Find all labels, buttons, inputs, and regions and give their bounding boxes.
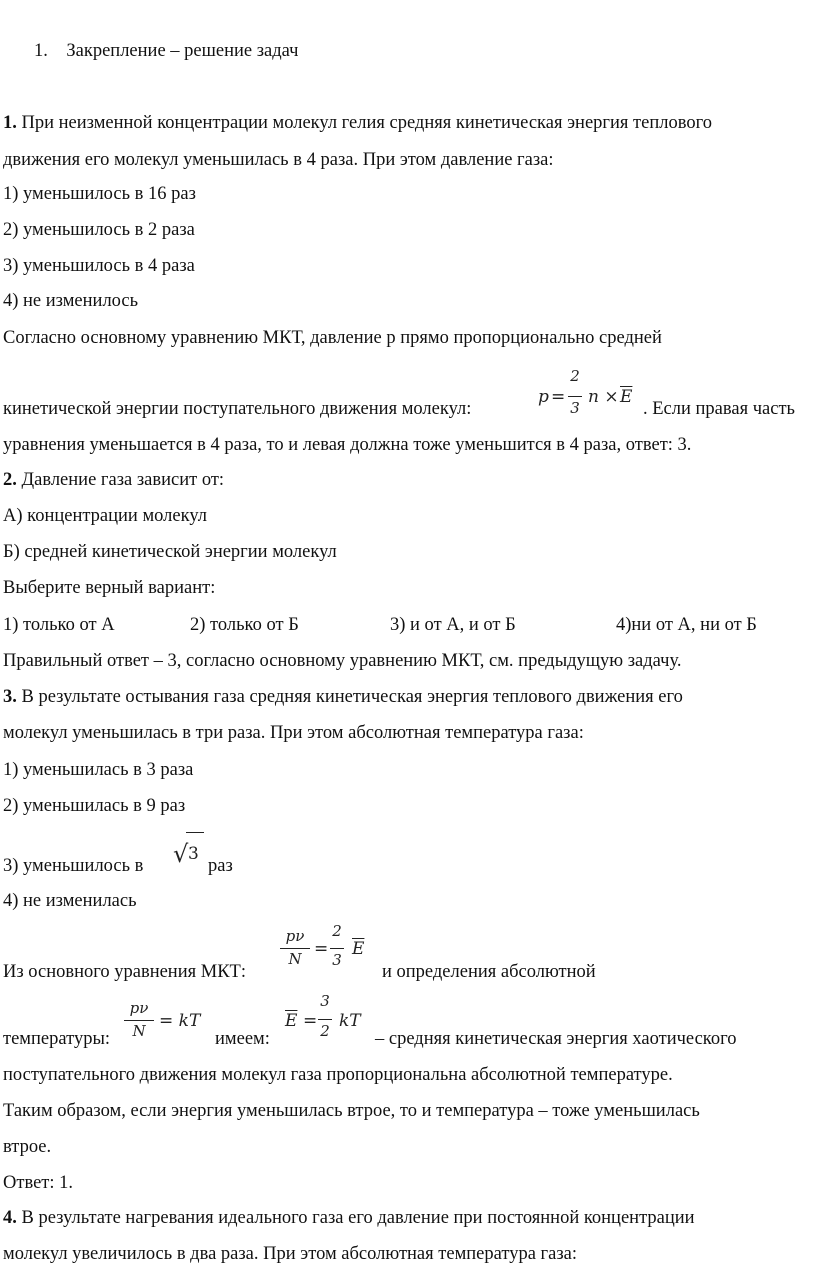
- task3-solution-line1a: Из основного уравнения МКТ:: [3, 962, 246, 982]
- task3-solution-line5: втрое.: [3, 1137, 52, 1157]
- task3-number: 3.: [3, 687, 17, 707]
- task2-item-b: Б) средней кинетической энергии молекул: [3, 542, 337, 562]
- task1-option-1: 1) уменьшилось в 16 раз: [3, 184, 196, 204]
- task3-question-line2: молекул уменьшилась в три раза. При этом абсолютная температура газа:: [3, 723, 584, 743]
- sqrt-bar: [186, 832, 204, 833]
- task1-option-4: 4) не изменилось: [3, 291, 139, 311]
- task3-solution-line1b: и определения абсолютной: [382, 962, 596, 982]
- task3-solution-line3: поступательного движения молекул газа пропорциональна абсолютной температуре.: [3, 1065, 673, 1085]
- task2-option-2: 2) только от Б: [190, 615, 299, 635]
- task3-solution-line2c: – средняя кинетическая энергия хаотического: [375, 1029, 737, 1049]
- task3-answer: Ответ: 1.: [3, 1173, 74, 1193]
- task3-option-1: 1) уменьшилась в 3 раза: [3, 760, 194, 780]
- task2-option-3: 3) и от А, и от Б: [390, 615, 516, 635]
- task2-answer: Правильный ответ – 3, согласно основному уравнению МКТ, см. предыдущую задачу.: [3, 651, 682, 671]
- task4-number: 4.: [3, 1208, 17, 1228]
- fraction-bar: [568, 396, 582, 397]
- task2-item-a: А) концентрации молекул: [3, 506, 208, 526]
- task3-question-line1: 3. В результате остывания газа средняя кинетическая энергия теплового движения его: [3, 687, 683, 707]
- task2-number: 2.: [3, 470, 17, 490]
- fraction-bar: [318, 1019, 332, 1020]
- task4-question-line1: 4. В результате нагревания идеального газа его давление при постоянной концентрации: [3, 1208, 695, 1228]
- task4-question-line2: молекул увеличилось в два раза. При этом абсолютная температура газа:: [3, 1244, 578, 1264]
- task3-option-3: 3) уменьшилось в: [3, 856, 144, 876]
- task1-question-line1: 1. При неизменной концентрации молекул гелия средняя кинетическая энергия теплового: [3, 113, 712, 133]
- task1-solution-line1: Согласно основному уравнению МКТ, давление p прямо пропорционально средней: [3, 328, 662, 348]
- heading-number: 1.: [34, 41, 48, 61]
- task1-number: 1.: [3, 113, 17, 133]
- fraction-bar: [124, 1020, 154, 1021]
- task3-option-3-end: раз: [208, 856, 233, 876]
- heading: [34, 40, 298, 62]
- task1-option-2: 2) уменьшилось в 2 раза: [3, 220, 195, 240]
- task1-option-3: 3) уменьшилось в 4 раза: [3, 256, 195, 276]
- task2-option-1: 1) только от А: [3, 615, 115, 635]
- task3-option-2: 2) уменьшилась в 9 раз: [3, 796, 186, 816]
- task1-solution-line2-end: . Если правая часть: [643, 399, 795, 419]
- task3-option-4: 4) не изменилась: [3, 891, 137, 911]
- task3-solution-line2b: имеем:: [215, 1029, 270, 1049]
- task3-solution-line4: Таким образом, если энергия уменьшилась втрое, то и температура – тоже уменьшилась: [3, 1101, 700, 1121]
- task1-solution-line3: уравнения уменьшается в 4 раза, то и левая должна тоже уменьшится в 4 раза, ответ: 3.: [3, 435, 692, 455]
- task2-question: 2. Давление газа зависит от:: [3, 470, 225, 490]
- task2-option-4: 4)ни от А, ни от Б: [616, 615, 757, 635]
- fraction-bar: [330, 948, 344, 949]
- heading-text: Закрепление – решение задач: [66, 41, 299, 61]
- task2-choose: Выберите верный вариант:: [3, 578, 216, 598]
- task1-question-line2: движения его молекул уменьшилась в 4 раза. При этом давление газа:: [3, 150, 554, 170]
- fraction-bar: [280, 948, 310, 949]
- task3-solution-line2a: температуры:: [3, 1029, 111, 1049]
- task1-solution-line2: кинетической энергии поступательного движения молекул:: [3, 399, 472, 419]
